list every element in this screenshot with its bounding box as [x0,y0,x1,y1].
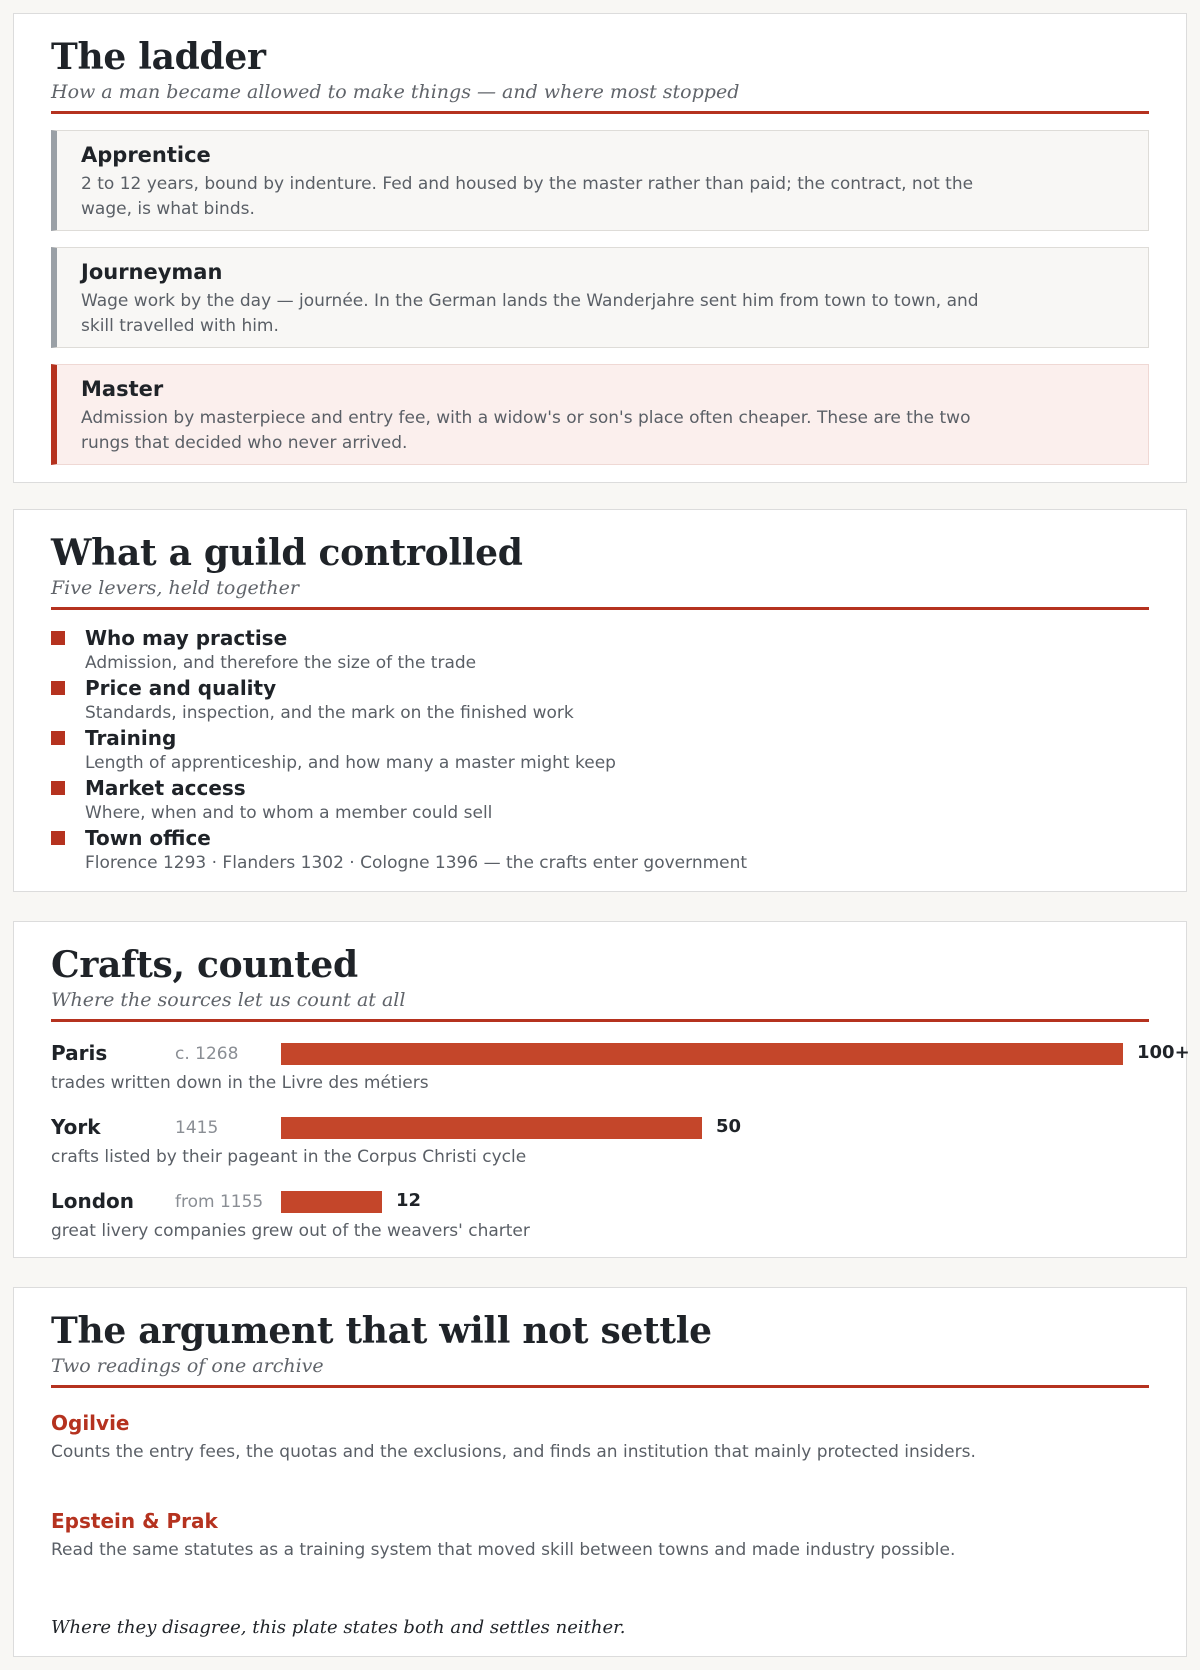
rung-name: Apprentice [81,143,211,167]
reading-author: Epstein & Prak [51,1509,218,1533]
lever-list [51,626,1149,876]
controls-subtitle: Five levers, held together [51,577,299,599]
craft-description: crafts listed by their pageant in the Corpus Christi cycle [51,1147,527,1167]
lever-name: Training [85,726,177,750]
lever-name: Market access [85,776,246,800]
crafts-panel [13,921,1190,1258]
controls-title: What a guild controlled [51,532,523,574]
rung-name: Journeyman [81,260,223,284]
lever-description: Length of apprenticeship, and how many a master might keep [85,753,616,773]
rung-description: Admission by masterpiece and entry fee, with a widow's or son's place often cheaper. These are the two rungs that decided who never arrived. [81,408,971,453]
craft-bar [281,1191,382,1213]
craft-value-label: 50 [716,1116,742,1137]
craft-row-york [51,1114,1149,1188]
reading-description: Read the same statutes as a training system that moved skill between towns and made industry possible. [51,1540,956,1560]
lever-item [51,726,1149,776]
craft-bar [281,1043,1123,1065]
ladder-subtitle: How a man became allowed to make things — and where most stopped [51,81,740,103]
crafts-divider [51,1019,1149,1022]
crafts-title: Crafts, counted [51,944,358,986]
craft-year: from 1155 [175,1192,264,1212]
crafts-subtitle: Where the sources let us count at all [51,989,406,1011]
argument-title: The argument that will not settle [51,1310,712,1352]
craft-row-london [51,1188,1149,1262]
controls-divider [51,607,1149,610]
reading-author: Ogilvie [51,1411,130,1435]
square-bullet-icon [51,681,65,695]
square-bullet-icon [51,631,65,645]
lever-item [51,676,1149,726]
rung-master [51,364,1149,465]
lever-description: Admission, and therefore the size of the trade [85,653,477,673]
reading-description: Counts the entry fees, the quotas and the exclusions, and finds an institution that mainly protected insiders. [51,1442,976,1462]
craft-year: c. 1268 [175,1044,239,1064]
ladder-panel [13,13,1187,483]
craft-city: Paris [51,1041,108,1065]
reading-epstein-prak [51,1508,1149,1606]
rung-apprentice [51,130,1149,231]
square-bullet-icon [51,731,65,745]
craft-year: 1415 [175,1118,219,1138]
lever-description: Florence 1293 · Flanders 1302 · Cologne 1396 — the crafts enter government [85,853,748,873]
craft-description: trades written down in the Livre des métiers [51,1073,429,1093]
lever-item [51,826,1149,876]
argument-panel [13,1287,1187,1657]
lever-name: Town office [85,826,211,850]
rung-description: 2 to 12 years, bound by indenture. Fed and housed by the master rather than paid; the contract, not the wage, is what binds. [81,174,974,219]
argument-divider [51,1385,1149,1388]
lever-item [51,776,1149,826]
craft-city: York [51,1115,101,1139]
ladder-divider [51,111,1149,114]
lever-item [51,626,1149,676]
craft-row-paris [51,1040,1190,1114]
craft-description: great livery companies grew out of the weavers' charter [51,1221,530,1241]
square-bullet-icon [51,781,65,795]
lever-name: Price and quality [85,676,277,700]
rung-journeyman [51,247,1149,348]
lever-description: Where, when and to whom a member could sell [85,803,493,823]
square-bullet-icon [51,831,65,845]
craft-bar [281,1117,702,1139]
craft-city: London [51,1189,135,1213]
reading-ogilvie [51,1410,1149,1508]
rung-description: Wage work by the day — journée. In the German lands the Wanderjahre sent him from town to town, and skill travelled with him. [81,291,979,336]
craft-value-label: 12 [396,1190,422,1211]
crafts-bar-list [51,1040,1190,1262]
rung-name: Master [81,377,164,401]
craft-value-label: 100+ [1137,1042,1190,1063]
lever-name: Who may practise [85,626,288,650]
closing-note: Where they disagree, this plate states both and settles neither. [51,1617,626,1638]
lever-description: Standards, inspection, and the mark on the finished work [85,703,574,723]
readings-list [51,1410,1149,1606]
argument-subtitle: Two readings of one archive [51,1355,324,1377]
controls-panel [13,509,1187,892]
ladder-title: The ladder [51,36,266,78]
